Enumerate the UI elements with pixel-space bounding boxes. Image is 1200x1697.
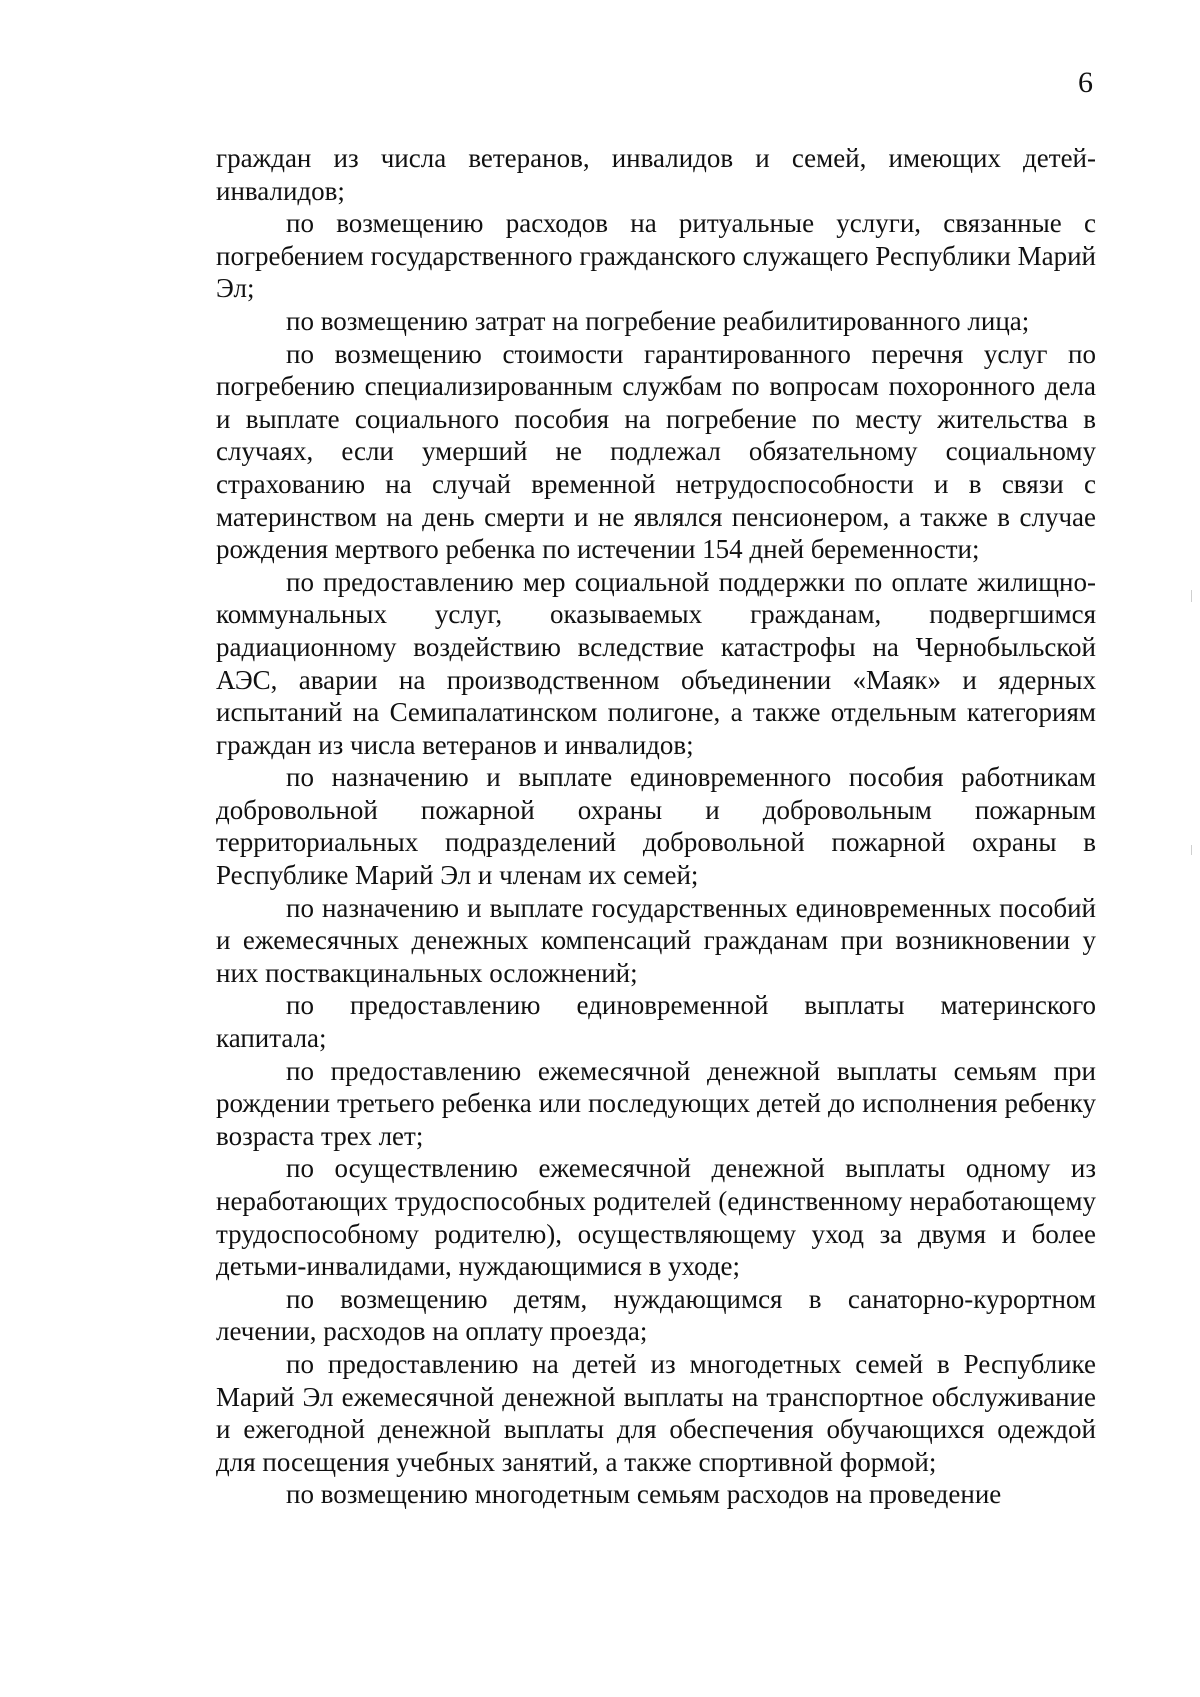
paragraph-third-child-payment: по предоставлению ежемесячной денежной выплаты семьям при рождении третьего ребенка или последующих детей до исполнения ребенку возраста трех лет; bbox=[216, 1055, 1096, 1151]
paragraph-post-vaccination: по назначению и выплате государственных единовременных пособий и ежемесячных денежных компенсаций гражданам при возникновении у них поствакцинальных осложнений; bbox=[216, 892, 1096, 988]
paragraph-continuation: граждан из числа ветеранов, инвалидов и семей, имеющих детей-инвалидов; bbox=[216, 143, 1096, 206]
scan-margin-mark bbox=[1191, 590, 1192, 602]
paragraph-sanatorium-travel: по возмещению детям, нуждающимся в санаторно-курортном лечении, расходов на оплату проезда; bbox=[216, 1283, 1096, 1347]
paragraph-fire-protection-allowance: по назначению и выплате единовременного пособия работникам добровольной пожарной охраны и добровольным пожарным территориальных подразделений добровольной пожарной охраны в Республике Марий Эл и членам их семей; bbox=[216, 762, 1096, 891]
paragraph-utility-support-radiation: по предоставлению мер социальной поддержки по оплате жилищно-коммунальных услуг, оказываемых гражданам, подвергшимся радиационному воздействию вследствие катастрофы на Чернобыльской АЭС, аварии на производственном объединении «Маяк» и ядерных испытаний на Семипалатинском полигоне, а также отдельным категориям граждан из числа ветеранов и инвалидов; bbox=[216, 566, 1096, 760]
page-number: 6 bbox=[1078, 66, 1093, 99]
paragraph-guaranteed-burial-services: по возмещению стоимости гарантированного перечня услуг по погребению специализированным службам по вопросам похоронного дела и выплате социального пособия на погребение по месту жительства в случаях, если умерший не подлежал обязательному социальному страхованию на случай временной нетрудоспособности и в связи с материнством на день смерти и не являлся пенсионером, а также в случае рождения мертвого ребенка по истечении 154 дней беременности; bbox=[216, 338, 1096, 565]
paragraph-large-families-transport: по предоставлению на детей из многодетных семей в Республике Марий Эл ежемесячной денежной выплаты на транспортное обслуживание и ежегодной денежной выплаты для обеспечения обучающихся одеждой для посещения учебных занятий, а также спортивной формой; bbox=[216, 1348, 1096, 1477]
paragraph-maternity-capital: по предоставлению единовременной выплаты материнского капитала; bbox=[216, 990, 1096, 1054]
paragraph-burial-civil-servant: по возмещению расходов на ритуальные услуги, связанные с погребением государственного гражданского служащего Республики Марий Эл; bbox=[216, 208, 1096, 304]
paragraph-burial-rehabilitated: по возмещению затрат на погребение реабилитированного лица; bbox=[286, 305, 1030, 336]
paragraph-disabled-children-care: по осуществлению ежемесячной денежной выплаты одному из неработающих трудоспособных родителей (единственному неработающему трудоспособному родителю), осуществляющему уход за двумя и более детьми-инвалидами, нуждающимися в уходе; bbox=[216, 1153, 1096, 1282]
paragraph-large-families-expenses: по возмещению многодетным семьям расходов на проведение bbox=[286, 1479, 1002, 1510]
document-body bbox=[216, 142, 1096, 1511]
scan-margin-mark bbox=[1191, 845, 1192, 855]
